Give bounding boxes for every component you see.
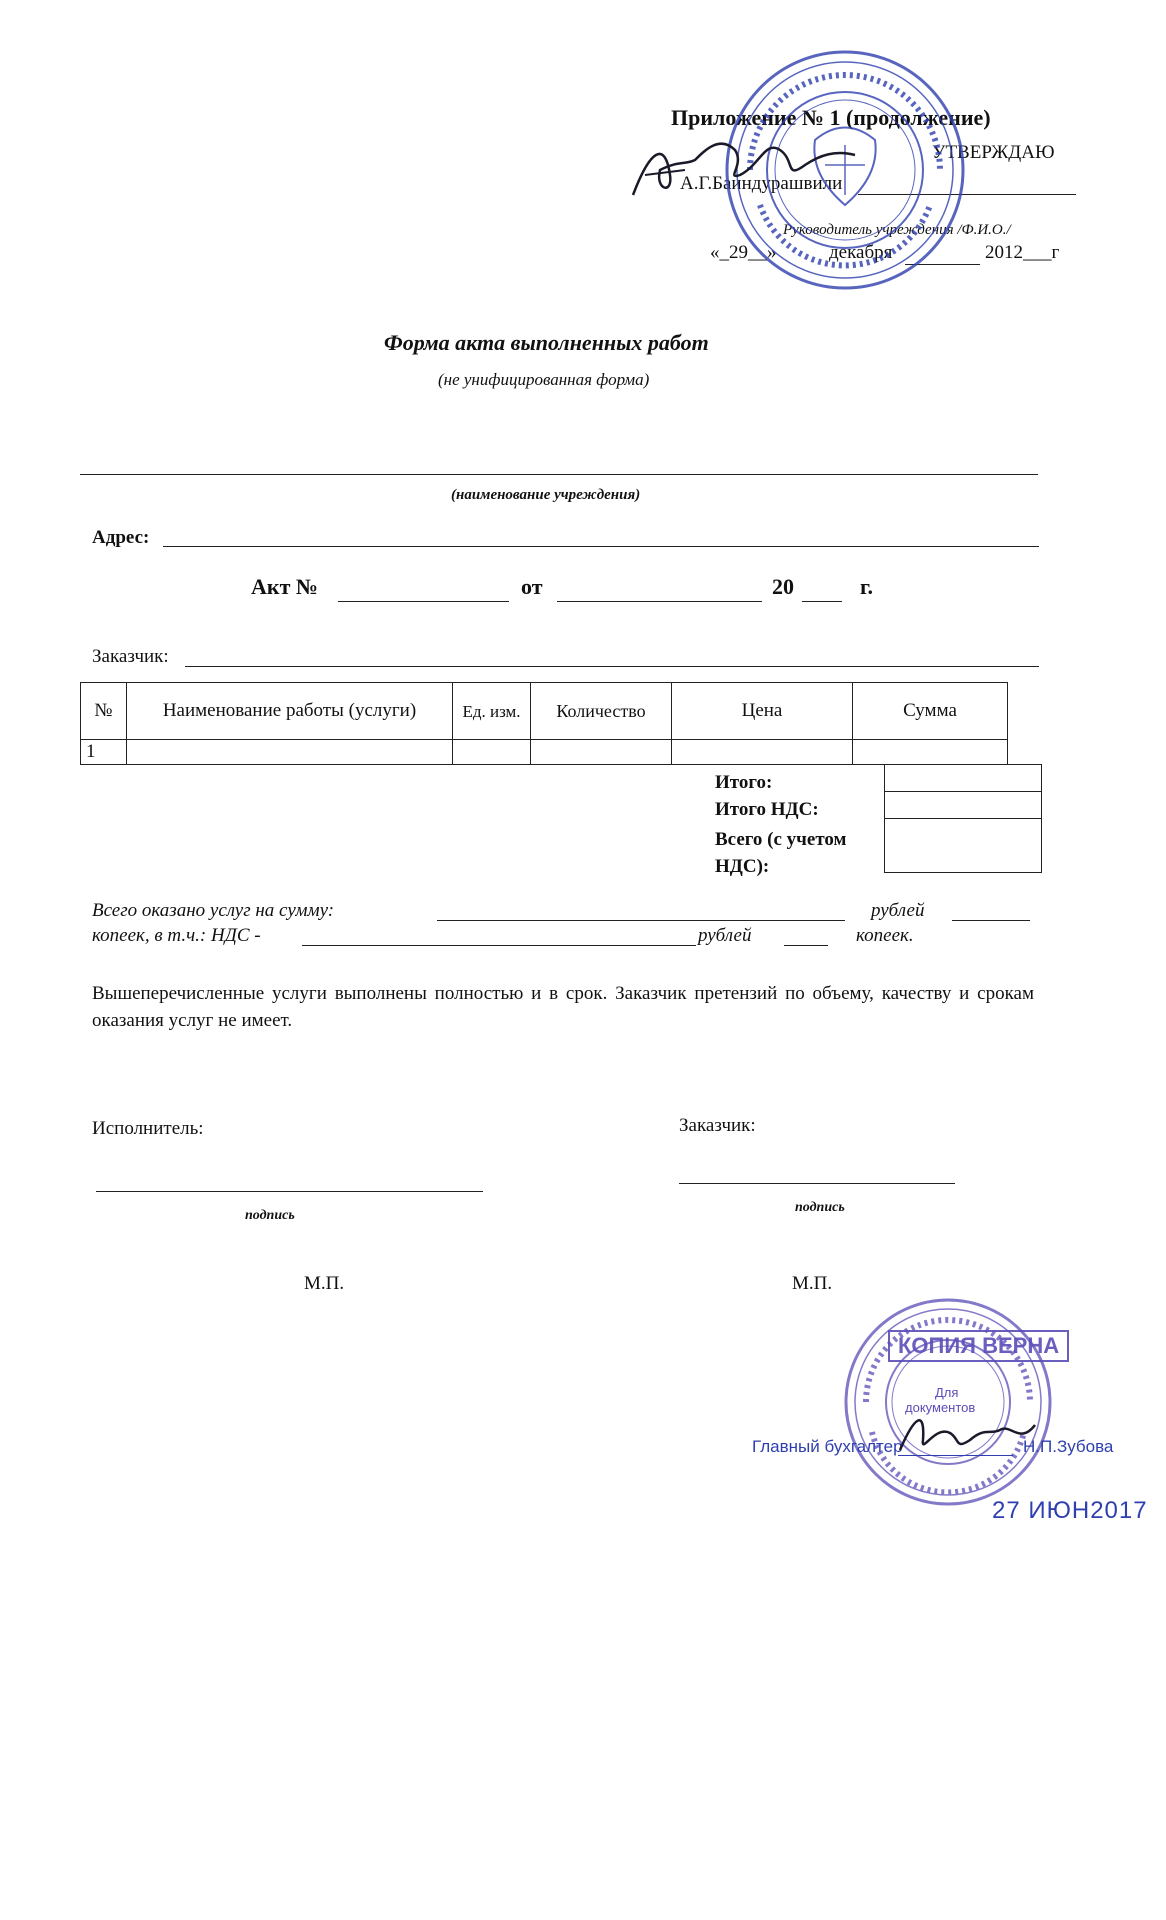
chief-accountant-name: Н.П.Зубова [1023, 1437, 1114, 1456]
row-cell-price [672, 740, 853, 765]
sum-line2-label: копеек, в т.ч.: НДС - [92, 925, 261, 946]
table-row [81, 740, 1008, 765]
act-number-label: Акт № [251, 574, 318, 599]
works-table [80, 682, 1008, 765]
act-year-label: 20 [772, 574, 794, 599]
header-cell-price: Цена [672, 683, 853, 740]
total-label: Итого: [715, 772, 773, 793]
grand-total-value-cell [885, 819, 1042, 873]
total-value-cell [885, 765, 1042, 792]
totals-table [884, 764, 1042, 873]
act-date-line [557, 601, 762, 602]
document-subtitle: (не унифицированная форма) [438, 370, 650, 389]
copy-stamp-dlya: Для [935, 1385, 959, 1400]
header-cell-quantity: Количество [531, 683, 672, 740]
total-vat-value-cell [885, 792, 1042, 819]
customer-sign-label: Заказчик: [679, 1115, 756, 1136]
total-vat-label: Итого НДС: [715, 799, 819, 820]
header-cell-sum: Сумма [853, 683, 1008, 740]
copy-certified-stamp: КОПИЯ ВЕРНА [888, 1330, 1069, 1362]
vat-amount-line [302, 945, 696, 946]
vat-kop-line [784, 945, 828, 946]
address-label: Адрес: [92, 527, 150, 548]
certification-date: 27 ИЮН2017 [992, 1497, 1148, 1524]
chief-accountant-label: Главный бухгалтер [752, 1437, 903, 1456]
sum-rub1-label: рублей [871, 900, 925, 921]
executor-sign-line [96, 1191, 483, 1192]
approver-caption: Руководитель учреждения /Ф.И.О./ [783, 222, 1011, 238]
approver-signature-icon [625, 120, 885, 210]
approval-date-day: «_29__» [710, 242, 777, 263]
executor-seal-place: М.П. [304, 1273, 345, 1294]
approval-date-year: 2012___г [985, 242, 1060, 263]
row-cell-quantity [531, 740, 672, 765]
executor-label: Исполнитель: [92, 1118, 204, 1139]
document-title: Форма акта выполненных работ [384, 330, 709, 355]
copy-stamp-docs: документов [905, 1400, 976, 1415]
act-number-line [338, 601, 509, 602]
approver-name: А.Г.Баиндурашвили [680, 173, 843, 194]
approver-line [858, 194, 1076, 195]
row-cell-number: 1 [81, 740, 127, 765]
header-cell-unit: Ед. изм. [453, 683, 531, 740]
statement-text: Вышеперечисленные услуги выполнены полностью и в срок. Заказчик претензий по объему, качеству и срокам оказания услуг не имеет. [92, 983, 1034, 1031]
customer-sign-line [679, 1183, 955, 1184]
sum-amount-line [437, 920, 845, 921]
sum-kop1-line [952, 920, 1030, 921]
table-header-row [81, 683, 1008, 740]
customer-label: Заказчик: [92, 646, 169, 667]
act-from-label: от [521, 574, 543, 599]
institution-line [80, 474, 1038, 475]
sum-rub2-label: рублей [698, 925, 752, 946]
grand-total-label: Всего (с учетом НДС): [715, 829, 847, 877]
act-g-label: г. [860, 574, 874, 599]
approval-date-month: декабря [829, 242, 893, 263]
header-cell-number: № [81, 683, 127, 740]
customer-seal-place: М.П. [792, 1273, 833, 1294]
row-cell-unit [453, 740, 531, 765]
executor-sign-caption: подпись [245, 1208, 295, 1223]
customer-line [185, 666, 1039, 667]
sum-line1-label: Всего оказано услуг на сумму: [92, 900, 335, 921]
customer-sign-caption: подпись [795, 1200, 845, 1215]
institution-caption: (наименование учреждения) [451, 487, 641, 503]
address-line [163, 546, 1039, 547]
act-year-line [802, 601, 842, 602]
approval-date-line [905, 264, 980, 265]
row-cell-name [127, 740, 453, 765]
approve-label: УТВЕРЖДАЮ [932, 142, 1055, 163]
header-cell-name: Наименование работы (услуги) [127, 683, 453, 740]
appendix-title: Приложение № 1 (продолжение) [671, 105, 991, 130]
row-cell-sum [853, 740, 1008, 765]
sum-kop2-label: копеек. [856, 925, 914, 946]
chief-accountant-line [898, 1455, 1013, 1456]
